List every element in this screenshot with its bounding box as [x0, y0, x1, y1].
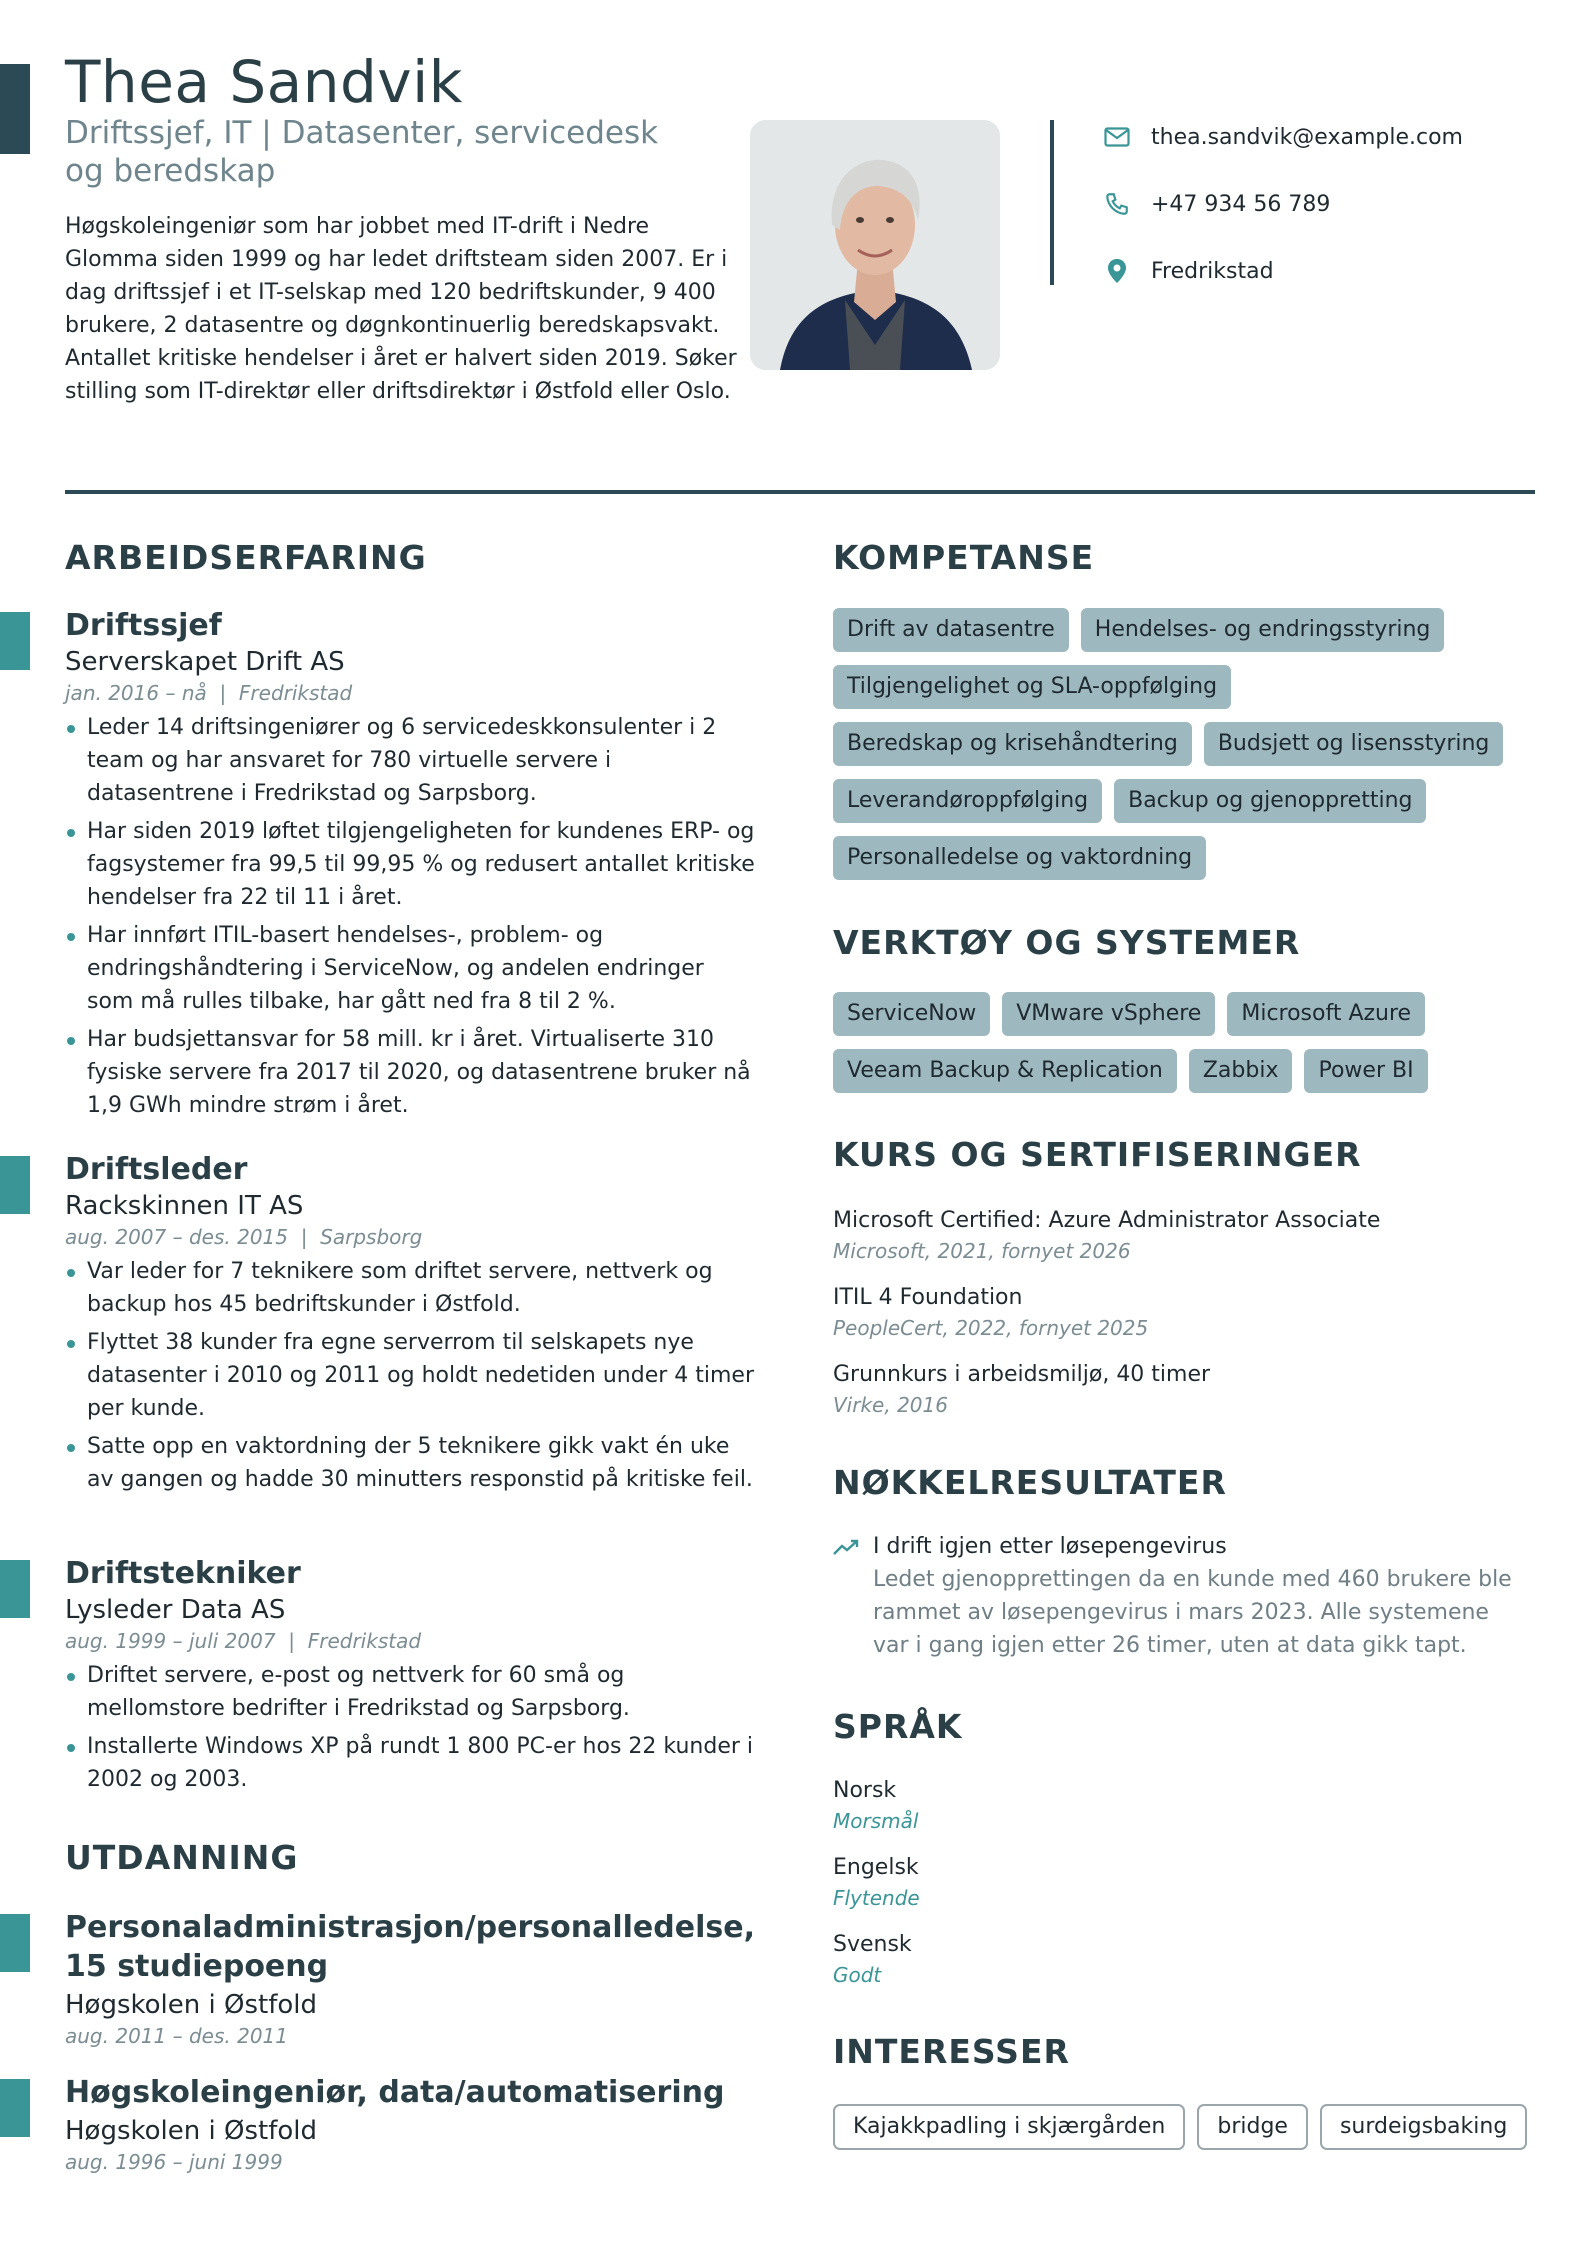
job-accent-bar	[0, 612, 30, 670]
language-item	[833, 1778, 1533, 1833]
language-item	[833, 1855, 1533, 1910]
job-company: Lysleder Data AS	[65, 1595, 286, 1625]
education-dates: aug. 2011 – des. 2011	[65, 2024, 288, 2048]
job-company: Serverskapet Drift AS	[65, 647, 345, 677]
edu-accent-bar	[0, 1914, 30, 1972]
job-place: Fredrikstad	[238, 681, 353, 705]
section-title-experience: ARBEIDSERFARING	[65, 538, 427, 577]
job-headline: Driftssjef, IT | Datasenter, servicedesk og beredskap	[65, 115, 659, 189]
language-level: Morsmål	[833, 1809, 919, 1833]
job-dates: aug. 1999 – juli 2007	[65, 1629, 276, 1653]
education-entry	[65, 2073, 755, 2174]
interest-chip: surdeigsbaking	[1320, 2104, 1527, 2150]
competence-chip: Budsjett og lisensstyring	[1204, 722, 1504, 766]
tools-chips	[833, 992, 1433, 1093]
location-text: Fredrikstad	[1151, 258, 1274, 284]
job-dates: aug. 2007 – des. 2015	[65, 1225, 288, 1249]
job-bullet: Har innført ITIL-basert hendelses-, problem- og endringshåndtering i ServiceNow, og andelen endringer som må rulles tilbake, har gått ned fra 8 til 2 %.	[65, 919, 755, 1018]
job-meta: jan. 2016 – nå | Fredrikstad	[65, 681, 353, 705]
cert-name: ITIL 4 Foundation	[833, 1285, 1023, 1310]
trending-up-icon	[833, 1538, 859, 1560]
job-bullet: Har budsjettansvar for 58 mill. kr i året. Virtualiserte 310 fysiske servere fra 2017 til 2020, og datasentrene bruker nå 1,9 GWh mindre strøm i året.	[65, 1023, 755, 1122]
job-bullet: Var leder for 7 teknikere som driftet servere, nettverk og backup hos 45 bedriftskunder i Østfold.	[65, 1255, 755, 1321]
section-title-languages: SPRÅK	[833, 1707, 963, 1746]
cert-item	[833, 1208, 1533, 1263]
section-title-results: NØKKELRESULTATER	[833, 1463, 1227, 1502]
phone-text[interactable]: +47 934 56 789	[1151, 191, 1331, 217]
job-bullet: Flyttet 38 kunder fra egne serverrom til selskapets nye datasenter i 2010 og 2011 og holdt nedetiden under 4 timer per kunde.	[65, 1326, 755, 1425]
result-text: Ledet gjenopprettingen da en kunde med 460 brukere ble rammet av løsepengevirus i mars 2023. Alle systemene var i gang igjen etter 26 timer, uten at data gikk tapt.	[873, 1567, 1512, 1658]
job-bullet: Satte opp en vaktordning der 5 teknikere gikk vakt én uke av gangen og hadde 30 minutters responstid på kritiske feil.	[65, 1430, 755, 1496]
cert-item	[833, 1285, 1533, 1340]
competence-chip: Leverandøroppfølging	[833, 779, 1102, 823]
interest-chip: Kajakkpadling i skjærgården	[833, 2104, 1185, 2150]
job-entry	[65, 1152, 755, 1501]
tool-chip: ServiceNow	[833, 992, 990, 1036]
job-bullet: Installerte Windows XP på rundt 1 800 PC-er hos 22 kunder i 2002 og 2003.	[65, 1730, 755, 1796]
job-dates: jan. 2016 – nå	[65, 681, 207, 705]
education-entry	[65, 1908, 755, 2048]
contact-email[interactable]	[1103, 120, 1523, 154]
portrait-photo	[750, 120, 1000, 370]
contact-location	[1103, 254, 1523, 288]
section-title-competence: KOMPETANSE	[833, 538, 1095, 577]
competence-chip: Tilgjengelighet og SLA-oppfølging	[833, 665, 1231, 709]
section-title-interests: INTERESSER	[833, 2032, 1070, 2071]
job-place: Sarpsborg	[320, 1225, 423, 1249]
cert-meta: PeopleCert, 2022, fornyet 2025	[833, 1316, 1149, 1340]
header-accent-bar	[0, 64, 30, 154]
tool-chip: Veeam Backup & Replication	[833, 1049, 1177, 1093]
result-title: I drift igjen etter løsepengevirus	[873, 1534, 1227, 1559]
contact-phone[interactable]	[1103, 187, 1523, 221]
job-accent-bar	[0, 1560, 30, 1618]
cert-name: Microsoft Certified: Azure Administrator Associate	[833, 1208, 1381, 1233]
contact-list	[1103, 120, 1523, 321]
job-bullets	[65, 1659, 755, 1796]
competence-chip: Personalledelse og vaktordning	[833, 836, 1206, 880]
job-bullet: Har siden 2019 løftet tilgjengeligheten for kundenes ERP- og fagsystemer fra 99,5 til 99,95 % og redusert antallet kritiske hendelser fra 22 til 11 i året.	[65, 815, 755, 914]
education-school: Høgskolen i Østfold	[65, 1990, 317, 2020]
result-item	[833, 1534, 1533, 1662]
job-company: Rackskinnen IT AS	[65, 1191, 304, 1221]
job-bullet: Leder 14 driftsingeniører og 6 servicedeskkonsulenter i 2 team og har ansvaret for 780 virtuelle servere i datasentrene i Fredrikstad og Sarpsborg.	[65, 711, 755, 810]
job-title: Driftssjef	[65, 608, 222, 643]
interest-chips	[833, 2104, 1533, 2150]
map-pin-icon	[1103, 257, 1131, 285]
job-meta: aug. 1999 – juli 2007 | Fredrikstad	[65, 1629, 422, 1653]
cert-meta: Virke, 2016	[833, 1393, 948, 1417]
education-school: Høgskolen i Østfold	[65, 2116, 317, 2146]
competence-chip: Drift av datasentre	[833, 608, 1069, 652]
cert-item	[833, 1362, 1533, 1417]
contact-divider	[1050, 120, 1054, 285]
job-meta: aug. 2007 – des. 2015 | Sarpsborg	[65, 1225, 423, 1249]
language-item	[833, 1932, 1533, 1987]
competence-chip: Backup og gjenoppretting	[1114, 779, 1426, 823]
competence-chip: Hendelses- og endringsstyring	[1081, 608, 1445, 652]
section-title-education: UTDANNING	[65, 1838, 299, 1877]
email-text[interactable]: thea.sandvik@example.com	[1151, 124, 1463, 150]
job-bullets	[65, 1255, 755, 1496]
tool-chip: Zabbix	[1189, 1049, 1293, 1093]
job-bullet: Driftet servere, e-post og nettverk for 60 små og mellomstore bedrifter i Fredrikstad og Sarpsborg.	[65, 1659, 755, 1725]
job-entry	[65, 1556, 755, 1801]
education-title: Høgskoleingeniør, data/automatisering	[65, 2075, 725, 2110]
phone-icon	[1103, 190, 1131, 218]
education-dates: aug. 1996 – juni 1999	[65, 2150, 283, 2174]
cert-meta: Microsoft, 2021, fornyet 2026	[833, 1239, 1131, 1263]
language-name: Engelsk	[833, 1855, 919, 1880]
job-title: Driftstekniker	[65, 1556, 301, 1591]
section-title-certifications: KURS OG SERTIFISERINGER	[833, 1135, 1362, 1174]
job-place: Fredrikstad	[307, 1629, 422, 1653]
job-entry	[65, 608, 755, 1127]
edu-accent-bar	[0, 2079, 30, 2137]
job-bullets	[65, 711, 755, 1122]
interest-chip: bridge	[1197, 2104, 1308, 2150]
language-name: Norsk	[833, 1778, 897, 1803]
language-level: Flytende	[833, 1886, 920, 1910]
header	[65, 48, 1535, 458]
tool-chip: VMware vSphere	[1002, 992, 1215, 1036]
competence-chips	[833, 608, 1513, 880]
mail-icon	[1103, 123, 1131, 151]
cert-name: Grunnkurs i arbeidsmiljø, 40 timer	[833, 1362, 1211, 1387]
competence-chip: Beredskap og krisehåndtering	[833, 722, 1192, 766]
language-level: Godt	[833, 1963, 882, 1987]
job-title: Driftsleder	[65, 1152, 248, 1187]
section-title-tools: VERKTØY OG SYSTEMER	[833, 923, 1301, 962]
language-name: Svensk	[833, 1932, 912, 1957]
education-title: Personaladministrasjon/personalledelse, 15 studiepoeng	[65, 1910, 755, 1984]
profile-summary: Høgskoleingeniør som har jobbet med IT-drift i Nedre Glomma siden 1999 og har ledet driftsteam siden 2007. Er i dag driftssjef i et IT-selskap med 120 bedriftskunder, 9 400 brukere, 2 datasentre og døgnkontinuerlig beredskapsvakt. Antallet kritiske hendelser i året er halvert siden 2019. Søker stilling som IT-direktør eller driftsdirektør i Østfold eller Oslo.	[65, 214, 737, 404]
tool-chip: Power BI	[1304, 1049, 1427, 1093]
job-accent-bar	[0, 1156, 30, 1214]
tool-chip: Microsoft Azure	[1227, 992, 1425, 1036]
header-divider	[65, 490, 1535, 494]
person-name: Thea Sandvik	[65, 48, 463, 116]
